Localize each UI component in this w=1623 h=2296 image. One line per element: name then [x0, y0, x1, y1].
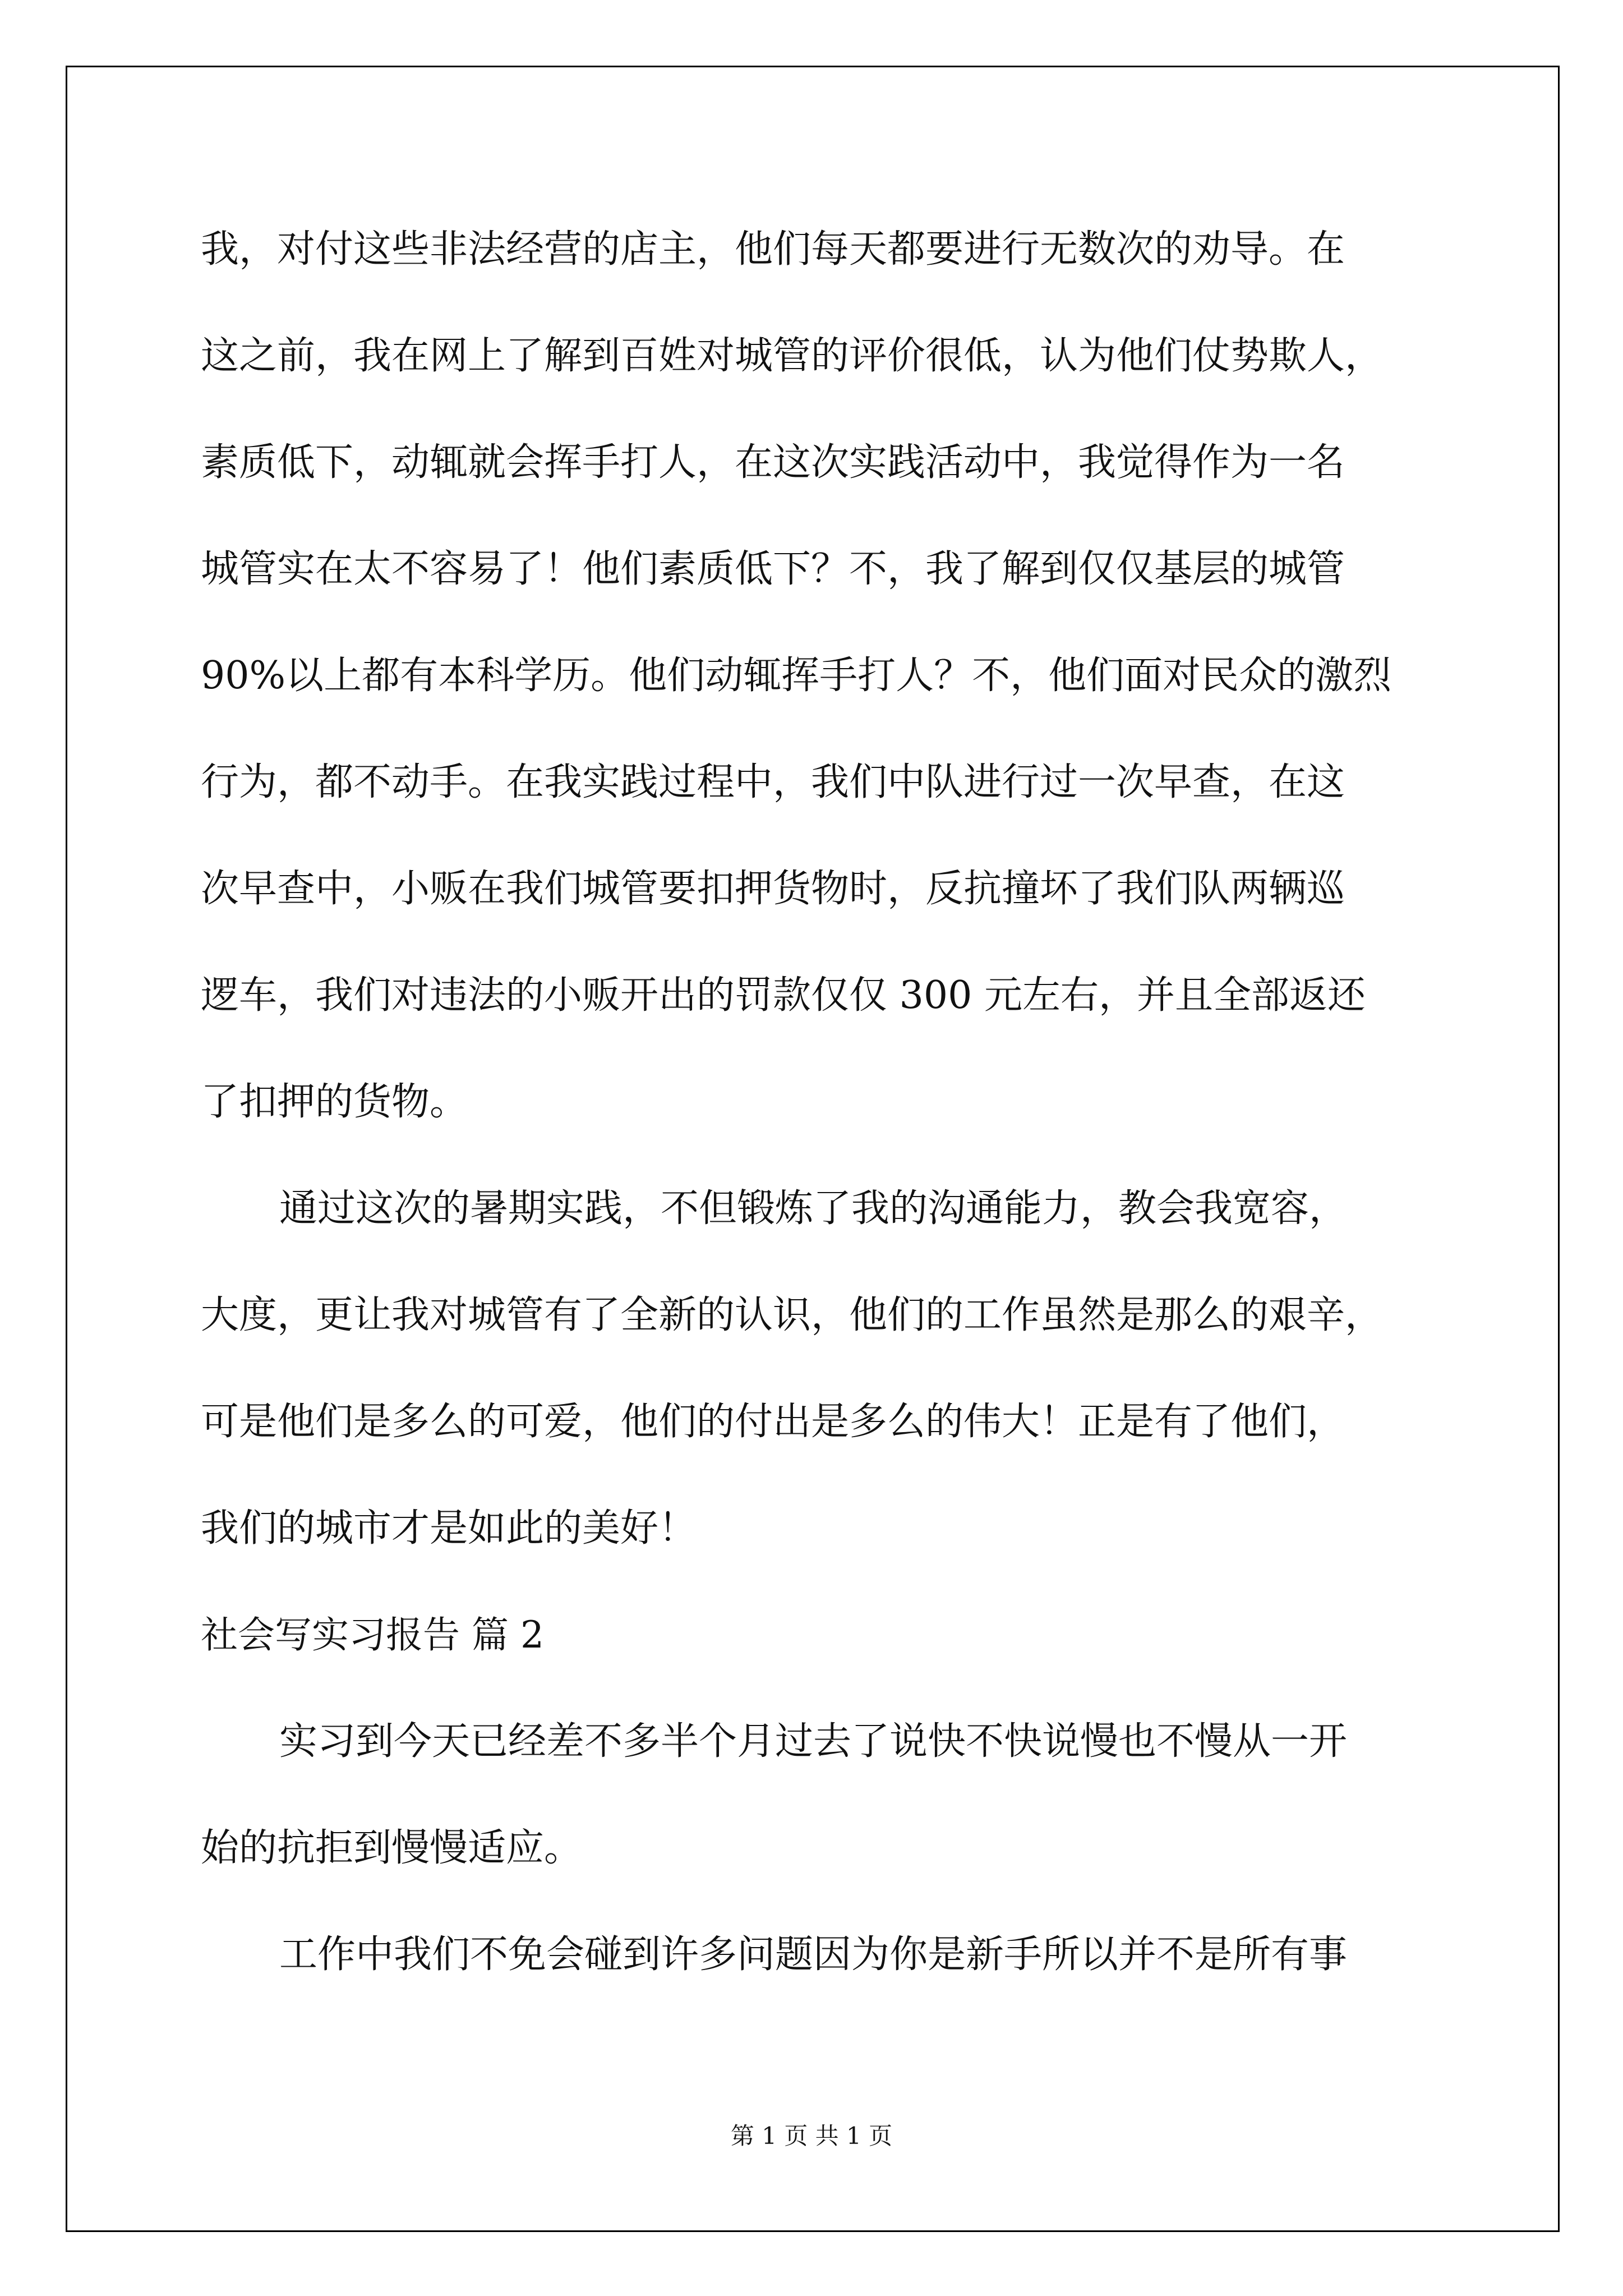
text-line: 大度，更让我对城管有了全新的认识，他们的工作虽然是那么的艰辛，: [201, 1293, 1384, 1337]
text-line: 我们的城市才是如此的美好！: [201, 1506, 697, 1550]
page-border: [66, 66, 1560, 2232]
text-line: 逻车，我们对违法的小贩开出的罚款仅仅 300 元左右，并且全部返还: [201, 973, 1366, 1018]
text-line: 城管实在太不容易了！他们素质低下？不，我了解到仅仅基层的城管: [201, 547, 1345, 591]
text-line: 始的抗拒到慢慢适应。: [201, 1826, 583, 1870]
text-line: 90%以上都有本科学历。他们动辄挥手打人？不，他们面对民众的激烈: [201, 654, 1392, 698]
text-line: 可是他们是多么的可爱，他们的付出是多么的伟大！正是有了他们，: [201, 1400, 1345, 1444]
text-line: 了扣押的货物。: [201, 1080, 468, 1124]
text-line: 我，对付这些非法经营的店主，他们每天都要进行无数次的劝导。在: [201, 227, 1345, 272]
page-footer: 第 1 页 共 1 页: [730, 2122, 893, 2150]
paragraph-start-line: 工作中我们不免会碰到许多问题因为你是新手所以并不是所有事: [279, 1932, 1348, 1977]
section-heading: 社会写实习报告 篇 2: [201, 1613, 544, 1657]
paragraph-start-line: 实习到今天已经差不多半个月过去了说快不快说慢也不慢从一开: [279, 1719, 1348, 1764]
text-line: 行为，都不动手。在我实践过程中，我们中队进行过一次早查，在这: [201, 760, 1345, 804]
paragraph-start-line: 通过这次的暑期实践，不但锻炼了我的沟通能力，教会我宽容，: [279, 1186, 1348, 1231]
text-line: 次早查中，小贩在我们城管要扣押货物时，反抗撞坏了我们队两辆巡: [201, 867, 1345, 911]
text-line: 这之前，我在网上了解到百姓对城管的评价很低，认为他们仗势欺人，: [201, 334, 1384, 378]
text-line: 素质低下，动辄就会挥手打人，在这次实践活动中，我觉得作为一名: [201, 440, 1345, 485]
